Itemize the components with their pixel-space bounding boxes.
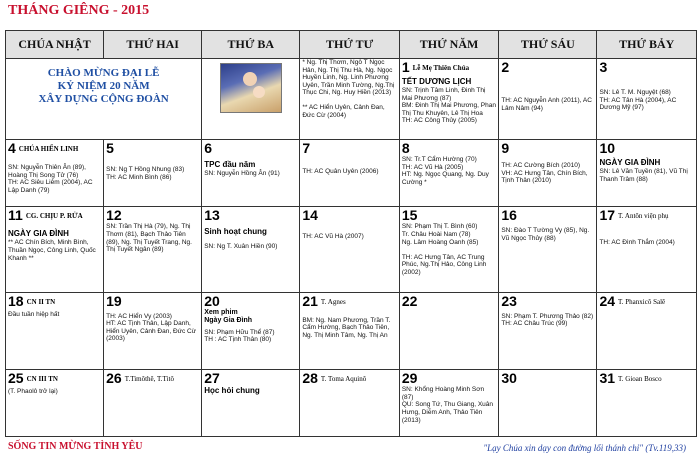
day-events: SN: Lê T. M. Nguyệt (68) TH: AC Tân Hà (2004), AC Dương Mỹ (97) [599,88,677,112]
week-row-1 [6,58,697,139]
day-headline: Sinh hoạt chung [204,227,267,237]
day-events: SN: Khổng Hoàng Minh Sơn (87) QU: Song Tứ, Thu Giang, Xuân Hưng, Diễm Anh, Thảo Tiên (2013) [401,386,494,424]
day-number: 7 [302,140,311,157]
day-events: SN: Trịnh Tâm Linh, Đinh Thị Mai Phương (87) BM: Đinh Thị Mai Phương, Phan Thị Thu Khuyên, Lê Thị Hoa TH: AC Công Thủy (2005) [401,86,496,125]
day-events: SN: Phạm Hữu Thể (87) TH : AC Tịnh Thân (80) [204,328,275,344]
day-events: SN: Phạm Thị T. Bình (60) Tr. Châu Hoài Nam (78) Ng. Lâm Hoàng Oanh (85) TH: AC Hưng Tân, AC Trung Phúc, Ng.Thị Hảo, Công Linh (2002) [401,223,487,276]
day-cell-20 [202,292,300,370]
day-cell-empty [300,58,400,139]
day-number: 12 [106,207,122,224]
weekday-mon: THỨ HAI [104,31,202,59]
day-number: 24 [599,292,616,309]
day-cell-26 [104,370,202,437]
day-cell-7 [300,140,400,207]
day-number: 15 [401,207,418,224]
day-number: 9 [501,140,510,157]
day-cell-12 [104,207,202,292]
day-number: 4 [8,140,16,157]
day-cell-9 [499,140,597,207]
day-cell-18 [6,292,104,370]
day-events: SN: Ng T. Xuân Hiền (90) [204,243,278,251]
day-feast: T. Phanxicô Salê [618,297,666,306]
day-cell-8 [399,140,499,207]
day-cell-22 [399,292,499,370]
welcome-banner: CHÀO MỪNG ĐẠI LỄ KỶ NIỆM 20 NĂM XÂY DỰNG CỘNG ĐOÀN [38,66,169,105]
day-feast: T. Gioan Bosco [618,375,662,384]
weekday-sat: THỨ BẢY [597,31,697,59]
day-number: 31 [599,370,616,387]
day-number: 27 [204,370,220,387]
day-cell-13 [202,207,300,292]
weekday-header-row [6,31,697,59]
day-cell-17 [597,207,697,292]
day-number: 3 [599,58,608,75]
day-number: 18 [8,292,24,309]
day-events: ** AC Chín Bích, Minh Bình, Thuần Ngọc, Công Linh, Quốc Khanh ** [8,239,96,262]
day-events: SN: Lê Văn Tuyền (81), Vũ Thị Thanh Trâm (88) [599,168,688,183]
child-head [253,86,265,98]
day-number: 1 [401,58,410,75]
day-feast: CN III TN [26,375,58,384]
day-events: SN: Nguyễn Thiên Ân (89), Hoàng Thị Song Tử (76) TH: AC Siêu Liêm (2004), AC Lập Danh (79) [8,164,93,194]
week-row-4 [6,292,697,370]
day-events: TH: AC Quân Uyên (2006) [302,168,379,176]
weekday-fri: THỨ SÁU [499,31,597,59]
day-headline: TẾT DƯƠNG LỊCH [401,76,472,86]
calendar-title: THÁNG GIÊNG - 2015 [8,3,150,18]
day-number: 16 [501,207,517,224]
day-cell-14 [300,207,400,292]
day-number: 19 [106,292,122,309]
day-number: 6 [204,140,213,157]
day-events: TH: AC Đình Thắm (2004) [599,239,675,247]
day-events: SN: Đào T Tường Vy (85), Ng. Vũ Ngọc Thủy (88) [501,227,590,242]
day-cell-5 [104,140,202,207]
day-cell-16 [499,207,597,292]
week-row-2 [6,140,697,207]
week-row-3 [6,207,697,292]
day-number: 23 [501,292,517,309]
day-feast: CHÚA HIỂN LINH [18,145,79,154]
day-feast: CN II TN [26,297,56,306]
weekday-thu: THỨ NĂM [399,31,499,59]
day-cell-27 [202,370,300,437]
weekday-wed: THỨ TƯ [300,31,400,59]
day-events: TH: AC Cường Bích (2010) VH: AC Hưng Tân, Chín Bích, Tịnh Thân (2010) [501,162,588,185]
day-headline: NGÀY GIA ĐÌNH [599,158,661,168]
day-number: 21 [302,292,318,309]
day-number: 14 [302,207,318,224]
day-number: 29 [401,370,418,387]
day-number: 8 [401,140,410,157]
day-events: (T. Phaolô trở lại) [8,388,58,396]
day-cell-21 [300,292,400,370]
day-events: * Ng. Thị Thơm, Ngô T Ngọc Hân, Ng. Thị Thu Hà, Ng. Ngọc Huyền Linh, Ng. Linh Phương Uyên, Trần Minh Tường, Ng.Thị Thục Chi, Ng. Huy Hiền (2013) ** AC Hiển Uyên, Cảnh Đan, Đức Cừ (2004) [302,58,395,120]
day-headline: Học hỏi chung [204,386,260,396]
day-headline: TPC đầu năm [204,160,256,170]
day-cell-4 [6,140,104,207]
day-number: 10 [599,140,616,157]
day-number: 20 [204,292,220,309]
day-events: SN: Nguyễn Hồng Ân (91) [204,170,280,178]
day-cell-29 [399,370,499,437]
day-feast: Lễ Mẹ Thiên Chúa [412,63,470,72]
weekday-sun: CHÚA NHẬT [6,31,104,59]
day-events: SN: Trần Thị Hà (79), Ng. Thị Thơm (81), Bạch Thảo Tiên (89), Ng. Thị Tuyết Trang, Ng. Thị Tuyết Ngân (89) [106,223,192,254]
day-events: SN: Ng T Hồng Nhung (83) TH: AC Minh Bình (86) [106,166,185,181]
day-events: BM: Ng. Nam Phương, Trần T. Cẩm Hường, Bạch Thảo Tiên, Ng. Thị Minh Tâm, Ng. Thị An [302,316,391,339]
day-number: 13 [204,207,220,224]
welcome-cell [6,58,202,139]
day-cell-6 [202,140,300,207]
day-events: SN: Phạm T. Phương Thảo (82) TH: AC Châu Trúc (99) [501,312,594,328]
day-cell-15 [399,207,499,292]
day-number: 28 [302,370,318,387]
day-cell-23 [499,292,597,370]
day-feast: CG. CHỊU P. RỬA [25,212,83,221]
day-number: 22 [401,292,418,309]
day-headline: NGÀY GIA ĐÌNH [8,229,69,239]
day-cell-3 [597,58,697,139]
day-cell-25 [6,370,104,437]
day-cell-2 [499,58,597,139]
day-number: 26 [106,370,122,387]
week-row-5 [6,370,697,437]
day-events: TH: AC Vũ Hà (2007) [302,233,364,241]
day-cell-28 [300,370,400,437]
madonna-head [243,72,257,86]
day-cell-19 [104,292,202,370]
day-events: TH: AC Nguyễn Anh (2011), AC Lâm Nâm (94) [501,96,592,112]
day-feast: T. Antôn viện phụ [618,212,669,221]
day-events: TH: AC Hiển Vy (2003) HT: AC Tịnh Thân, Lập Danh, Hiển Uyên, Cảnh Đan, Đức Cừ (2003) [106,312,197,343]
footer-motto: SỐNG TIN MỪNG TÌNH YÊU [8,441,143,452]
weekday-tue: THỨ BA [202,31,300,59]
day-cell-10 [597,140,697,207]
calendar-table [5,30,697,437]
day-cell-11 [6,207,104,292]
day-number: 5 [106,140,114,157]
day-cell-31 [597,370,697,437]
image-cell [202,58,300,139]
day-number: 30 [501,370,517,387]
footer-verse: "Lạy Chúa xin dạy con đường lối thánh chỉ" (Tv.119,33) [483,443,686,453]
day-feast: T. Toma Aquinô [320,375,367,384]
day-events: Đầu tuần hiệp hất [8,310,60,318]
day-number: 17 [599,207,616,224]
day-feast: T.Timôthê, T.Titô [124,375,174,384]
madonna-image [220,63,282,113]
day-headline: Xem phim Ngày Gia Đình [204,308,253,324]
day-cell-1 [399,58,499,139]
day-number: 11 [8,207,23,224]
day-cell-30 [499,370,597,437]
day-feast: T. Agnes [320,297,346,306]
day-events: SN: Tr.T Cẩm Hường (70) TH: AC Vũ Hà (2005) HT: Ng. Ngọc Quang, Ng. Duy Cường * [401,156,489,186]
day-cell-24 [597,292,697,370]
day-number: 2 [501,58,510,75]
day-number: 25 [8,370,24,387]
